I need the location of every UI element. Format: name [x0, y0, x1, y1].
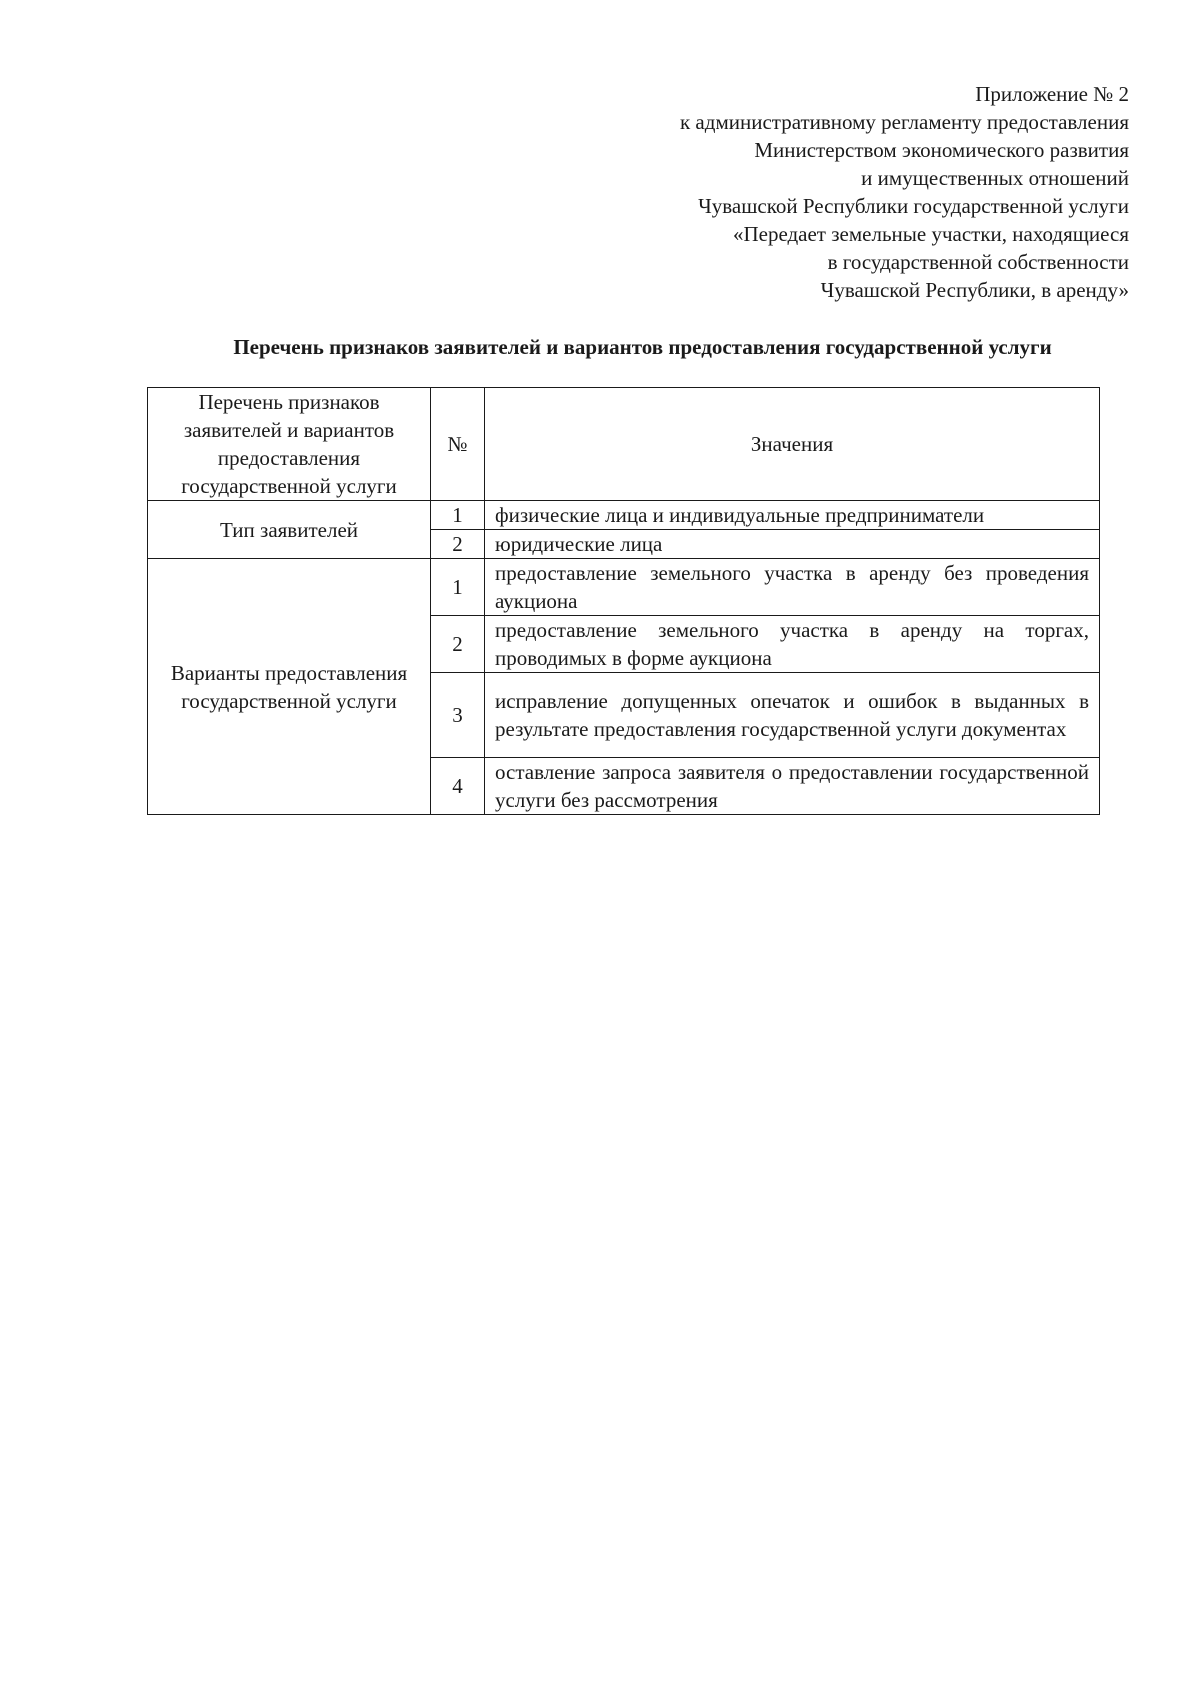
row-value: предоставление земельного участка в аренду на торгах, проводимых в форме аукциона — [485, 616, 1100, 673]
document-title: Перечень признаков заявителей и вариантов предоставления государственной услуги — [233, 335, 1052, 359]
row-value: исправление допущенных опечаток и ошибок в выданных в результате предоставления государственной услуги документах — [485, 673, 1100, 758]
column-header-criteria: Перечень признаков заявителей и вариантов предоставления государственной услуги — [148, 388, 431, 501]
appendix-header-line: в государственной собственности — [827, 250, 1129, 274]
column-header-number: № — [431, 388, 485, 501]
row-value: оставление запроса заявителя о предоставлении государственной услуги без рассмотрения — [485, 758, 1100, 815]
table-row — [148, 501, 1100, 530]
row-value: физические лица и индивидуальные предприниматели — [485, 501, 1100, 530]
group-label-applicant-type: Тип заявителей — [148, 501, 431, 559]
row-number: 2 — [431, 616, 485, 673]
appendix-header-line: Министерством экономического развития — [754, 138, 1129, 162]
appendix-header-line: Чувашской Республики государственной услуги — [698, 194, 1129, 218]
appendix-header-line: Чувашской Республики, в аренду» — [820, 278, 1129, 302]
row-number: 3 — [431, 673, 485, 758]
row-number: 4 — [431, 758, 485, 815]
table-row — [148, 559, 1100, 616]
row-number: 1 — [431, 501, 485, 530]
table-header-row — [148, 388, 1100, 501]
appendix-header-line: Приложение № 2 — [975, 82, 1129, 106]
appendix-header-line: «Передает земельные участки, находящиеся — [732, 222, 1129, 246]
appendix-header-line: и имущественных отношений — [861, 166, 1129, 190]
appendix-header-line: к административному регламенту предоставления — [679, 110, 1129, 134]
options-table — [147, 387, 1100, 815]
row-value: предоставление земельного участка в аренду без проведения аукциона — [485, 559, 1100, 616]
column-header-values: Значения — [485, 388, 1100, 501]
appendix-header — [509, 80, 1129, 304]
row-number: 2 — [431, 530, 485, 559]
row-number: 1 — [431, 559, 485, 616]
row-value: юридические лица — [485, 530, 1100, 559]
group-label-service-options: Варианты предоставления государственной услуги — [148, 559, 431, 815]
